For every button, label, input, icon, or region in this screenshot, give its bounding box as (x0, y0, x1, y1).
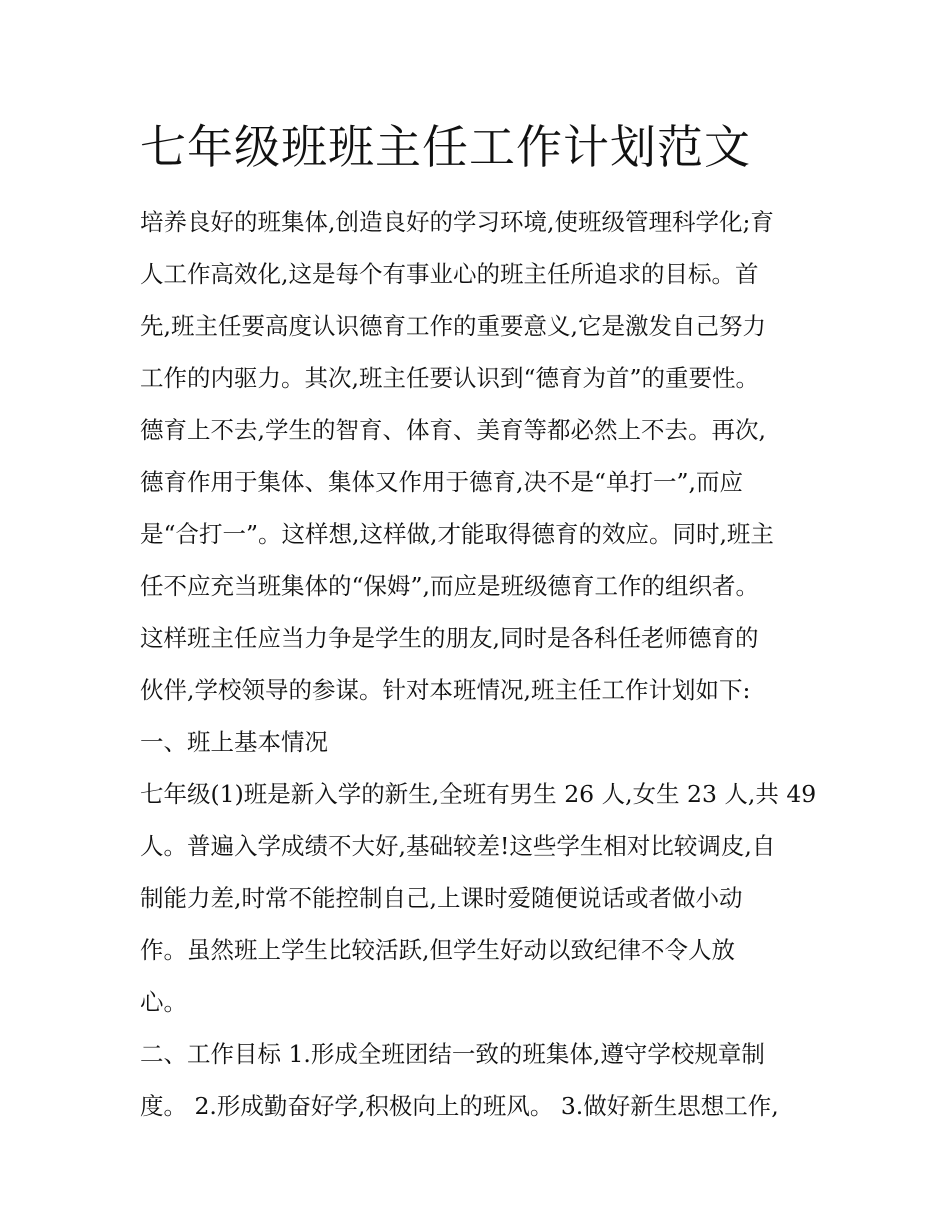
body-line: 培养良好的班集体,创造良好的学习环境,使班级管理科学化;育 (140, 208, 774, 236)
body-line: 制能力差,时常不能控制自己,上课时爱随便说话或者做小动 (140, 884, 743, 912)
body-line: 心。 (140, 988, 187, 1016)
body-line: 人工作高效化,这是每个有事业心的班主任所追求的目标。首 (140, 260, 759, 288)
body-line: 人。普遍入学成绩不大好,基础较差!这些学生相对比较调皮,自 (140, 832, 776, 860)
body-line: 七年级(1)班是新入学的新生,全班有男生 26 人,女生 23 人,共 49 (140, 780, 817, 808)
body-line: 度。 2.形成勤奋好学,积极向上的班风。 3.做好新生思想工作, (140, 1092, 779, 1120)
section-heading-basic-situation: 一、班上基本情况 (140, 728, 328, 756)
body-line: 是“合打一”。这样想,这样做,才能取得德育的效应。同时,班主 (140, 520, 774, 548)
body-line: 伙伴,学校领导的参谋。针对本班情况,班主任工作计划如下: (140, 676, 751, 704)
body-line: 任不应充当班集体的“保姆”,而应是班级德育工作的组织者。 (140, 572, 759, 600)
body-line: 德育作用于集体、集体又作用于德育,决不是“单打一”,而应 (140, 468, 743, 496)
body-line: 这样班主任应当力争是学生的朋友,同时是各科任老师德育的 (140, 624, 759, 652)
body-line: 作。虽然班上学生比较活跃,但学生好动以致纪律不令人放 (140, 936, 735, 964)
section-heading-work-goals: 二、工作目标 1.形成全班团结一致的班集体,遵守学校规章制 (140, 1040, 765, 1068)
document-body (140, 196, 817, 1132)
body-line: 先,班主任要高度认识德育工作的重要意义,它是激发自己努力 (140, 312, 766, 340)
body-line: 工作的内驱力。其次,班主任要认识到“德育为首”的重要性。 (140, 364, 759, 392)
body-line: 德育上不去,学生的智育、体育、美育等都必然上不去。再次, (140, 416, 766, 444)
document-title: 七年级班班主任工作计划范文 (140, 120, 751, 174)
